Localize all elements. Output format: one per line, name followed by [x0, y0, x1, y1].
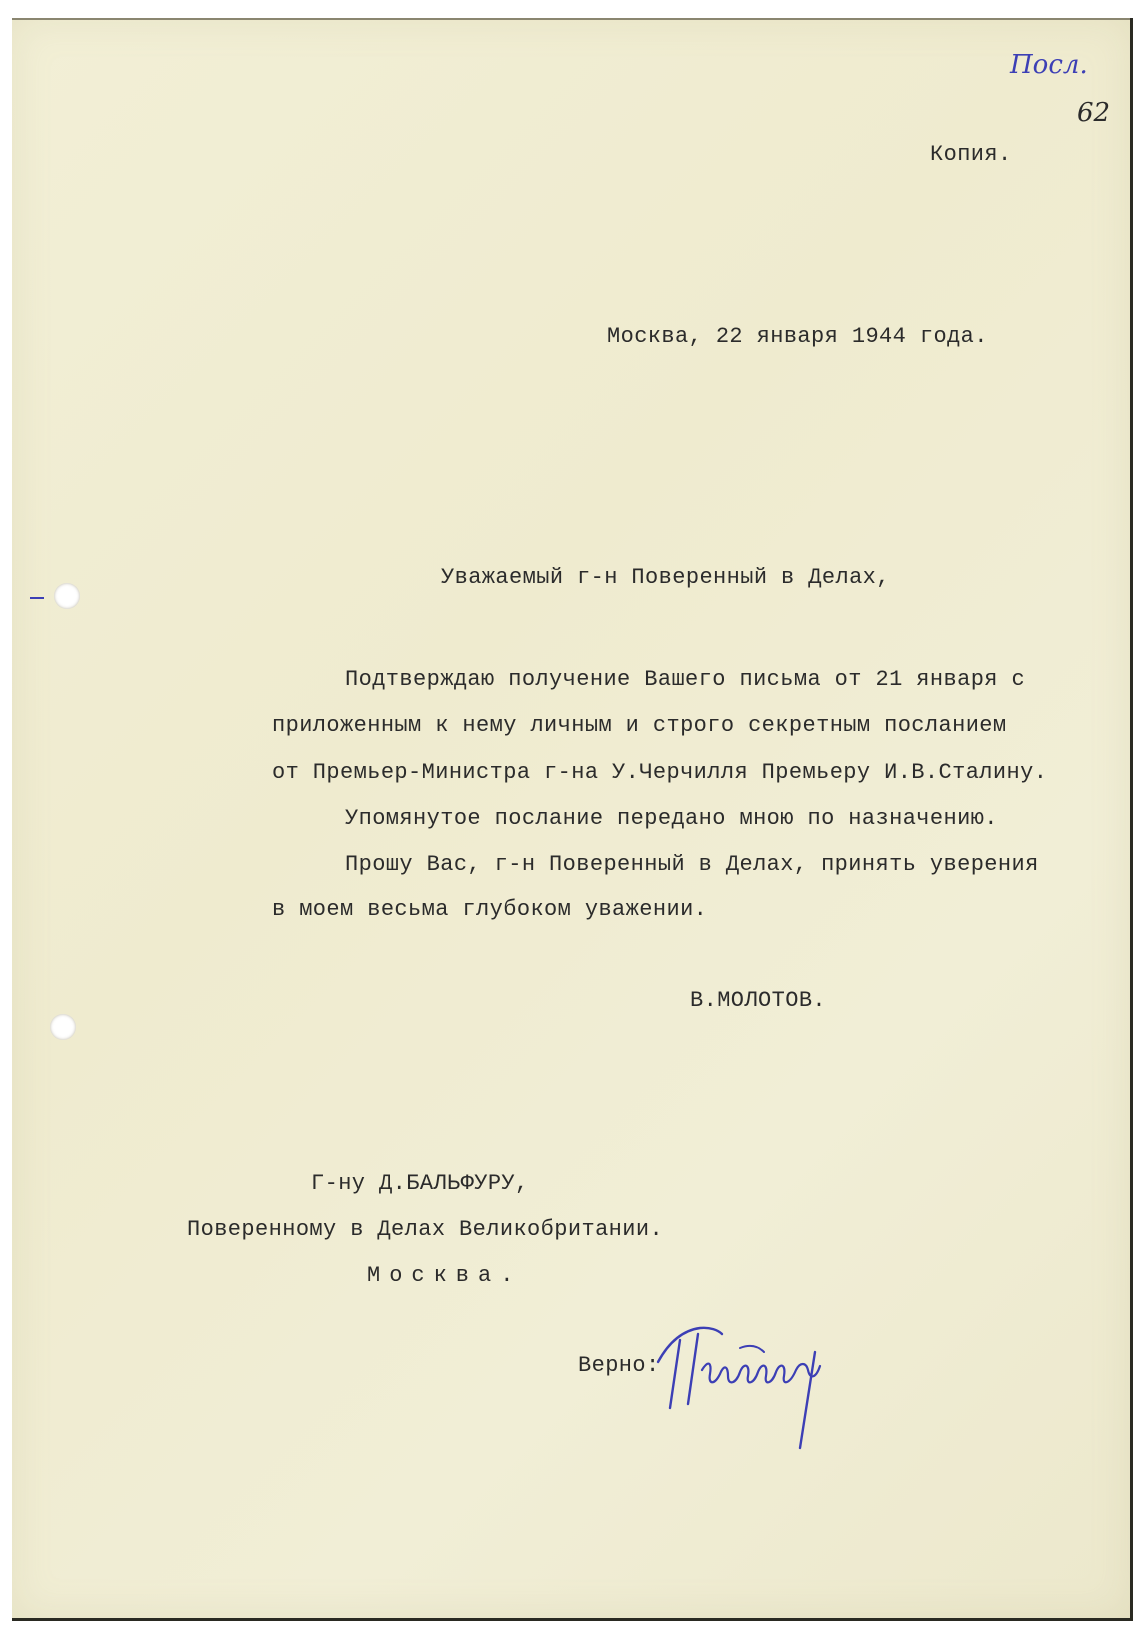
addressee-name: Г-ну Д.БАЛЬФУРУ,	[311, 1171, 529, 1196]
punch-hole	[50, 1014, 76, 1040]
handwritten-note: Посл.	[1010, 50, 1088, 80]
body-line: от Премьер-Министра г-на У.Черчилля Премьеру И.В.Сталину.	[272, 760, 1048, 785]
copy-mark: Копия.	[930, 142, 1012, 167]
signature-name: В.МОЛОТОВ.	[690, 988, 827, 1013]
certifier-signature-icon	[640, 1300, 860, 1460]
sheet-edge	[12, 18, 1130, 20]
place-date: Москва, 22 января 1944 года.	[607, 324, 988, 349]
addressee-city: Москва.	[367, 1263, 523, 1288]
certification-label: Верно:	[578, 1353, 660, 1378]
body-line: приложенным к нему личным и строго секретным посланием	[272, 713, 1007, 738]
page-number: 62	[1077, 98, 1111, 128]
body-line: в моем весьма глубоком уважении.	[272, 897, 708, 922]
addressee-title: Поверенному в Делах Великобритании.	[187, 1217, 664, 1242]
punch-hole	[54, 583, 80, 609]
body-line: Упомянутое послание передано мною по назначению.	[345, 806, 998, 831]
salutation: Уважаемый г-н Поверенный в Делах,	[441, 565, 890, 590]
margin-tick	[30, 597, 44, 599]
body-line: Подтверждаю получение Вашего письма от 21 января с	[345, 667, 1026, 692]
body-line: Прошу Вас, г-н Поверенный в Делах, принять уверения	[345, 852, 1039, 877]
